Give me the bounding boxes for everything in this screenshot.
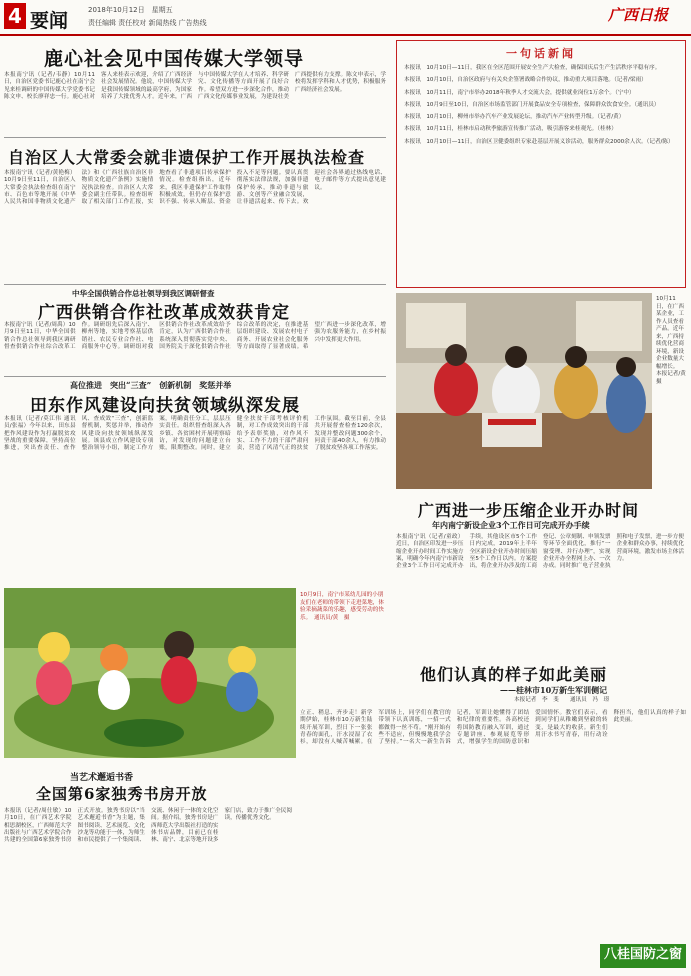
story6-body: 本报讯（记者/周仕敏）10月10日，在广西艺术学院相思湖校区，广西师范大学出版社与广西艺术学院合作共建的全国第6家独秀书房正式开放。独秀书房以“当艺术邂逅书香”为主题，集图书阅读、艺术展览、文化沙龙等功能于一体，为师生和市民提供了一个集阅读、交流、休闲于一体的文化空间。据介绍，独秀书房是广西师范大学出版社打造的实体书店品牌，目前已在桂林、南宁、北京等地开设多家门店，致力于推广全民阅读，传播优秀文化。 — [4, 808, 292, 844]
story7-byline: 本报记者 李 斐 通讯员 冯 璟 — [514, 697, 610, 703]
story3-headline: 广西供销合作社改革成效获肯定 — [38, 303, 290, 323]
story2-headline: 自治区人大常委会就非遗保护工作开展执法检查 — [8, 148, 366, 167]
story5-headline: 广西进一步压缩企业开办时间 — [418, 501, 640, 520]
news-brief-title: 一句话新闻 — [506, 47, 576, 60]
news-brief-item: 本报讯 10月10日，柳州市举办汽车产业发展论坛，推动汽车产业转型升级。（记者/黄） — [404, 114, 625, 121]
divider — [4, 376, 386, 377]
story7-headline: 他们认真的样子如此美丽 — [420, 665, 608, 684]
newspaper-logo: 广西日报 — [608, 6, 669, 24]
enterprise-photo-image — [396, 293, 652, 489]
news-brief-item: 本报讯 10月11日，南宁市举办2018年秋季人才交流大会，提供就业岗位1万余个。（宁中） — [404, 89, 635, 96]
kindergarten-photo — [4, 588, 296, 758]
issue-date: 2018年10月12日 星期五 — [88, 6, 173, 14]
kindergarten-photo-image — [4, 588, 296, 758]
news-brief-list — [397, 61, 685, 146]
news-brief-item: 本报讯 10月10日，自治区政府与有关央企签署战略合作协议，推动重大项目落地。（记者/梁雨） — [404, 77, 647, 84]
story3-body: 本报南宁讯（记者/周禹）10月9日至11日，中华全国供销合作总社领导到我区调研督查供销合作社综合改革工作。调研组先后深入南宁、柳州等地，实地考察基层供销社、农民专业合作社、电商服务中心等。调研组对我区供销合作社改革成效给予肯定，认为广西供销合作社系统深入贯彻落实党中央、国务院关于深化供销合作社综合改革的决定，在推进基层组织建设、发展农村电子商务、开展农业社会化服务等方面取得了显著成绩。希望广西进一步深化改革，增强为农服务能力，在乡村振兴中发挥更大作用。 — [4, 322, 386, 350]
story4-kicker: 高位推进 突出“三查” 创新机制 奖惩并举 — [70, 380, 232, 390]
enterprise-photo — [396, 293, 652, 489]
national-defense-column-badge: 八桂国防之窗 — [600, 944, 686, 968]
story1-body: 本报南宁讯（记者/韦静）10月11日，自治区党委书记鹿心社在南宁会见来桂调研的中国传媒大学党委书记陈文申、校长廖祥忠一行。鹿心社对客人来桂表示欢迎，介绍了广西经济社会发展情况。他说，中国传媒大学是我国传媒领域的最高学府，为国家培养了大批优秀人才。近年来，广西与中国传媒大学在人才培养、科学研究、文化传播等方面开展了良好合作。希望双方进一步深化合作，推动广西文化传媒事业发展，为建设壮美广西提供有力支撑。陈文申表示，学校将发挥学科和人才优势，积极服务广西经济社会发展。 — [4, 72, 386, 100]
story7-body: 立正、稍息、齐步走！新学期伊始，桂林市10万新生陆续开展军训，烈日下一张张青春的面孔，汗水浸湿了衣衫，却没有人喊苦喊累。在军训场上，同学们在教官的带领下认真训练，一招一式都做得一丝不苟。“刚开始有些不适应，但慢慢地我学会了坚持。”一名大一新生告诉记者，军训让她懂得了团结和纪律的重要性。各高校还将国防教育融入军训，通过专题讲座、参观展览等形式，增强学生的国防意识和爱国情怀。教官们表示，看到同学们从稚嫩到坚毅的转变，是最大的收获。新生们用汗水书写青春，用行动诠释担当，他们认真的样子如此美丽。 — [300, 710, 686, 746]
story6-headline: 全国第6家独秀书房开放 — [36, 785, 208, 803]
story5-subtitle: 年内南宁新设企业3个工作日可完成开办手续 — [432, 520, 590, 530]
story7-subtitle: ——桂林市10万新生军训侧记 — [500, 685, 608, 695]
story4-headline: 田东作风建设向扶贫领域纵深发展 — [30, 396, 300, 416]
divider — [4, 284, 386, 285]
page-number: 4 — [4, 3, 26, 29]
enterprise-photo-caption: 10月11日，在广西某企业，工作人员查看产品。近年来，广西持续优化营商环境，新设企业数量大幅增长。 本报记者/黄 摄 — [656, 296, 691, 385]
section-title: 要闻 — [30, 10, 69, 32]
story3-kicker: 中华全国供销合作总社领导到我区调研督查 — [72, 289, 215, 298]
story6-kicker: 当艺术邂逅书香 — [70, 773, 134, 783]
kindergarten-photo-caption: 10月9日，南宁市某幼儿园的小朋友们在老师的带领下走进菜地，体验采摘蔬菜的乐趣，感受劳动的快乐。 通讯员/黄 摄 — [300, 592, 384, 621]
news-brief-item: 本报讯 10月10日—11日，自治区卫健委组织专家赴基层开展义诊活动，服务群众2000余人次。（记者/陈） — [404, 138, 674, 145]
story2-body: 本报南宁讯（记者/黄艳梅）10月9日至11日，自治区人大常委会执法检查组在南宁市、百色市等地开展《中华人民共和国非物质文化遗产法》和《广西壮族自治区非物质文化遗产条例》实施情况执法检查。自治区人大常委会副主任带队。检查组听取了相关部门工作汇报，实地查看了非遗项目传承保护情况。检查组指出，近年来，我区非遗保护工作取得积极成效，但仍存在保护意识不强、传承人断层、资金投入不足等问题。要认真贯彻落实法律法规，加强非遗保护传承，推动非遗与旅游、文创等产业融合发展，让非遗活起来、传下去。欢迎社会各界通过热线电话、电子邮件等方式提出意见建议。 — [4, 170, 386, 206]
news-brief-item: 本报讯 10月10日—11日，我区在全区范围开展安全生产大检查，确保国庆后生产生活秩序平稳有序。 — [404, 65, 661, 71]
story4-body: 本报讯（记者/莫江伟 通讯员/张福）今年以来，田东县把作风建设作为打赢脱贫攻坚战的重要保障，坚持高位推进，突出查责任、查作风、查成效“三查”，创新监督机制，奖惩并举，推动作风建设向扶贫领域纵深发展。该县成立作风建设专项整治领导小组，制定工作方案，明确责任分工，层层压实责任。组织督查组深入各乡镇、各贫困村开展明察暗访，对发现的问题建立台账，限期整改。同时，建立健全扶贫干部考核评价机制，对工作成效突出的干部给予表彰奖励，对作风不实、工作不力的干部严肃问责，营造了风清气正的扶贫工作氛围。截至目前，全县共开展督查检查120余次，发现并整改问题300余个，问责干部40余人，有力推动了脱贫攻坚各项工作落实。 — [4, 416, 386, 452]
news-brief-item: 本报讯 10月11日，桂林市启动秋季旅游宣传推广活动，吸引游客来桂观光。（桂林） — [404, 126, 617, 133]
header-links: 责任编辑 责任校对 新闻热线 广告热线 — [88, 19, 207, 27]
story5-body: 本报南宁讯（记者/童政）近日，自治区印发进一步压缩企业开办时间工作实施方案，明确今年内南宁市新设企业3个工作日可完成开办手续，其他设区市5个工作日内完成，2019年上半年全区新设企业开办时间压缩至5个工作日以内。方案提出，将企业开办涉及的工商登记、公章刻制、申领发票等环节全面优化，推行“一窗受理、并行办理”，实现企业开办全程网上办、一次办成。同时推广电子营业执照和电子发票，进一步方便企业和群众办事，持续优化营商环境，激发市场主体活力。 — [396, 534, 684, 570]
divider — [4, 137, 386, 138]
news-brief-box — [396, 40, 686, 288]
story1-headline: 鹿心社会见中国传媒大学领导 — [44, 48, 305, 70]
news-brief-item: 本报讯 10月9日至10日，自治区市场监管部门开展食品安全专项检查，保障群众饮食安全。（通讯员） — [404, 101, 660, 108]
